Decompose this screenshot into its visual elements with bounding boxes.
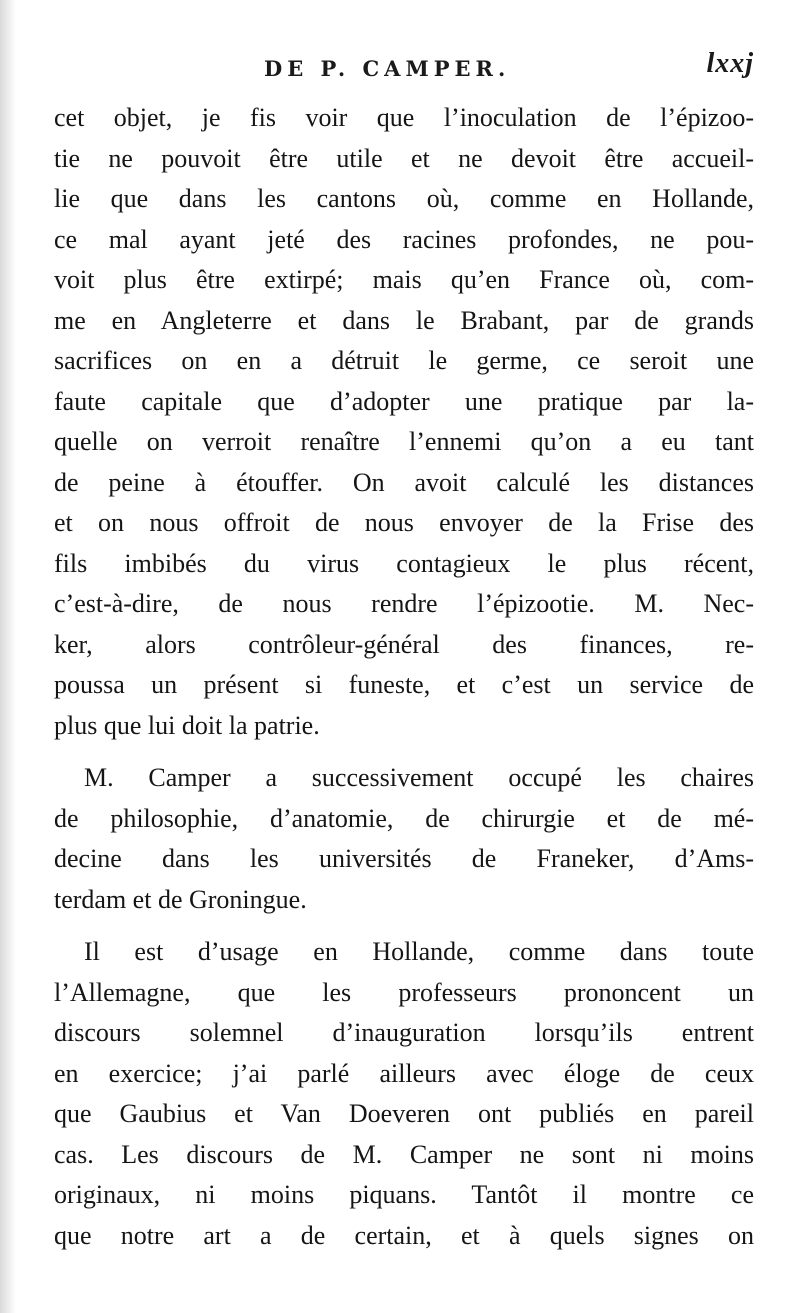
paragraph-gap [54,920,754,932]
text-line: que Gaubius et Van Doeveren ont publiés en pareil [54,1099,754,1128]
text-line: ce mal ayant jeté des racines profondes, ne pou- [54,224,754,254]
paragraph [54,932,754,1256]
text-line: de peine à étouffer. On avoit calculé les distances [54,467,754,497]
paragraph-gap [54,746,754,758]
body-text [54,98,754,1256]
text-line: l’Allemagne, que les professeurs prononcent un [54,977,754,1007]
text-line: sacrifices on en a détruit le germe, ce seroit une [54,346,754,375]
text-line: lie que dans les cantons où, comme en Hollande, [54,184,754,213]
text-line: discours solemnel d’inauguration lorsqu’ils entrent [54,1018,754,1047]
page-number: lxxj [706,48,754,79]
text-line: originaux, ni moins piquans. Tantôt il montre ce [54,1180,754,1209]
paragraph [54,98,754,746]
text-line: ker, alors contrôleur-général des finances, re- [54,629,754,659]
text-line: terdam et de Groningue. [54,884,307,914]
text-line: me en Angleterre et dans le Brabant, par de grands [54,305,754,335]
text-line: de philosophie, d’anatomie, de chirurgie et de mé- [54,803,754,833]
page-gutter-shadow [0,0,16,1313]
text-line: plus que lui doit la patrie. [54,710,320,740]
text-line: faute capitale que d’adopter une pratique par la- [54,386,754,416]
text-line: cet objet, je fis voir que l’inoculation de l’épizoo- [54,103,754,132]
text-line: cas. Les discours de M. Camper ne sont ni moins [54,1139,754,1169]
text-line: Il est d’usage en Hollande, comme dans toute [84,937,754,966]
page-header [54,48,754,88]
text-line: voit plus être extirpé; mais qu’en France où, com- [54,265,754,294]
text-line: c’est-à-dire, de nous rendre l’épizootie. M. Nec- [54,589,754,618]
text-line: que notre art a de certain, et à quels signes on [54,1220,754,1250]
text-line: tie ne pouvoit être utile et ne devoit être accueil- [54,143,754,173]
text-line: en exercice; j’ai parlé ailleurs avec éloge de ceux [54,1058,754,1088]
text-line: quelle on verroit renaître l’ennemi qu’on a eu tant [54,427,754,456]
paragraph [54,758,754,920]
text-line: fils imbibés du virus contagieux le plus récent, [54,548,754,578]
running-head: DE P. CAMPER. [264,56,511,81]
text-line: poussa un présent si funeste, et c’est un service de [54,670,754,699]
text-line: decine dans les universités de Franeker, d’Ams- [54,844,754,873]
text-line: M. Camper a successivement occupé les chaires [84,763,754,792]
text-line: et on nous offroit de nous envoyer de la Frise des [54,508,754,537]
